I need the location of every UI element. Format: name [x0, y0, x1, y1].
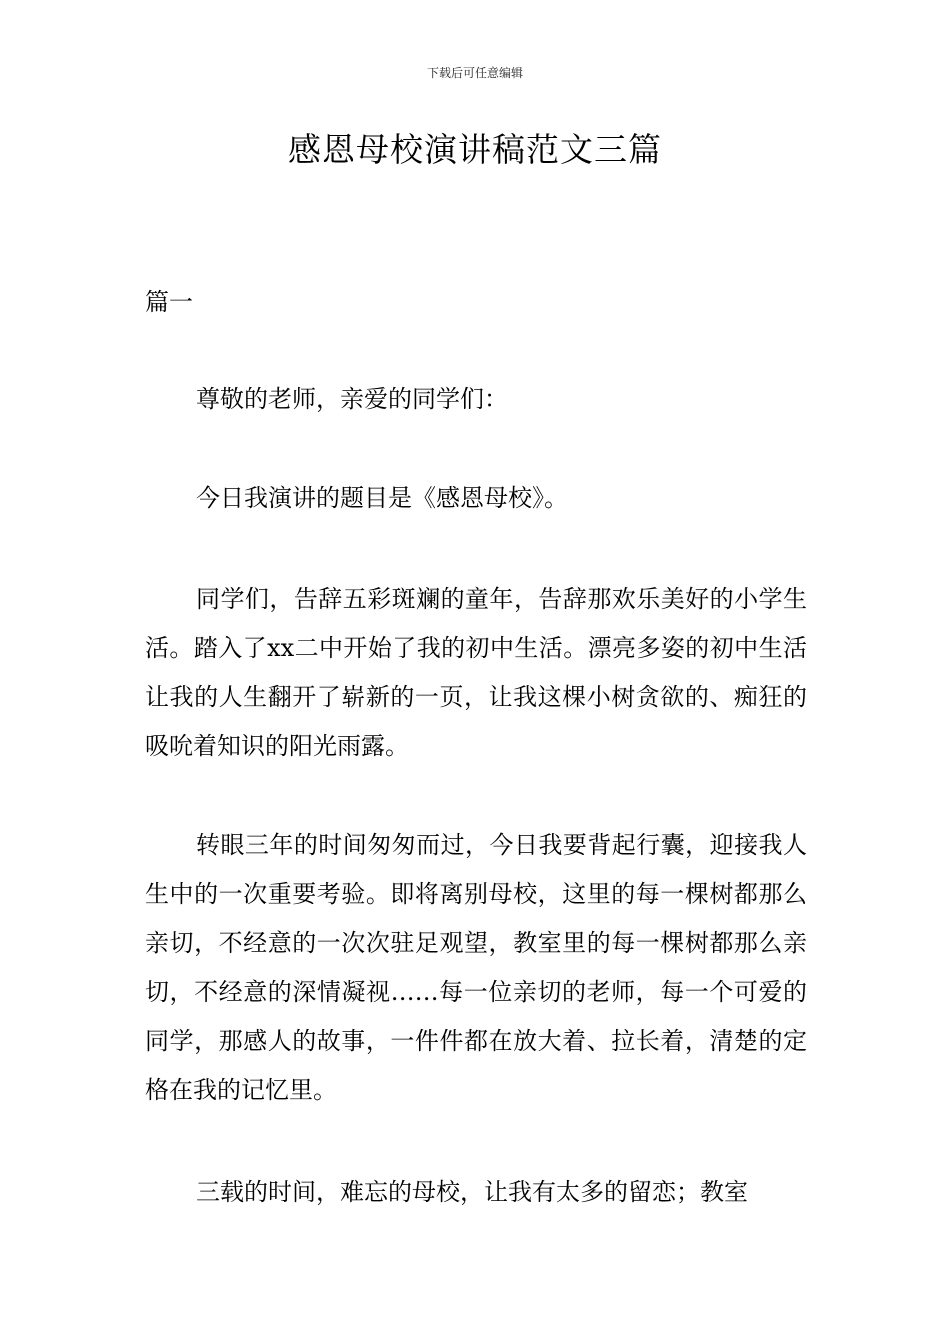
paragraph-greeting: 尊敬的老师，亲爱的同学们：	[196, 385, 508, 413]
paragraph-farewell: 转眼三年的时间匆匆而过，今日我要背起行囊，迎接我人生中的一次重要考验。即将离别母校，这里的每一棵树都那么亲切，不经意的一次次驻足观望，教室里的每一棵树都那么亲切，不经意的深情凝视……每一位亲切的老师，每一个可爱的同学，那感人的故事，一件件都在放大着、拉长着，清楚的定格在我的记忆里。	[145, 831, 807, 1104]
section-label: 篇一	[145, 288, 193, 316]
paragraph-three-years: 三载的时间，难忘的母校，让我有太多的留恋；教室	[196, 1178, 748, 1206]
paragraph-middle-school-life: 同学们，告辞五彩斑斓的童年，告辞那欢乐美好的小学生活。踏入了xx二中开始了我的初中生活。漂亮多姿的初中生活让我的人生翻开了崭新的一页，让我这棵小树贪欲的、痴狂的吸吮着知识的阳光雨露。	[145, 585, 807, 760]
paragraph-topic: 今日我演讲的题目是《感恩母校》。	[196, 484, 568, 512]
document-title: 感恩母校演讲稿范文三篇	[288, 130, 662, 169]
header-note: 下载后可任意编辑	[426, 66, 523, 80]
